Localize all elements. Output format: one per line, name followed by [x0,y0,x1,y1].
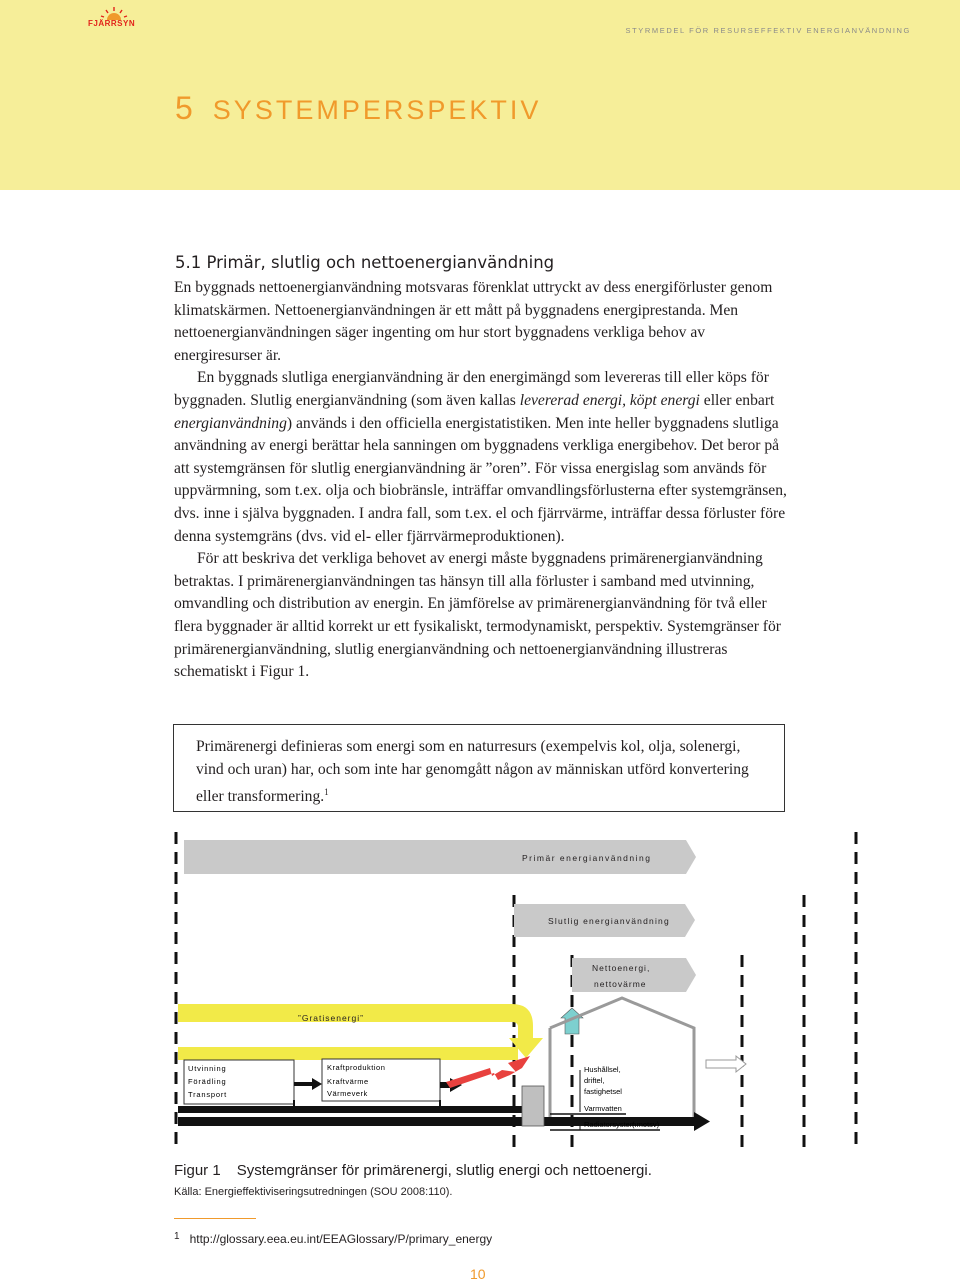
p2-emphasis-2: energianvändning [174,414,287,432]
flow-band-upper [178,1106,534,1113]
footnote-rule [174,1218,256,1219]
house-label-1: Hushållsel, [584,1065,621,1074]
house-label-5: Radiatorsystem [584,1120,637,1129]
box-extraction-line-3: Transport [188,1090,228,1099]
footnote-mark: 1 [174,1231,180,1242]
section-heading: 5.1 Primär, slutlig och nettoenergianvändning [175,253,555,272]
footnote-link[interactable]: http://glossary.eea.eu.int/EEAGlossary/P/primary_energy [189,1232,493,1246]
system-boundary-figure [150,820,880,1170]
callout-footnote-ref: 1 [324,787,329,798]
house-label-3: fastighetsel [584,1087,622,1096]
body-text [174,277,794,684]
footnote [174,1232,492,1246]
paragraph-1: En byggnads nettoenergianvändning motsvaras förenklat uttryckt av dess energiförluster genom klimatskärmen. Nettoenergianvändningen är ett mått på byggnadens energiprestanda. Men nettoenergianvändningen säger ingenting om hur stort byggnadens verkliga behov av energiresurser är. [174,279,773,364]
electricity-arrow [446,1056,530,1088]
chapter-number: 5 [175,90,195,126]
chapter-title [175,90,541,127]
definition-callout-box [173,724,785,812]
paragraph-2 [174,367,794,548]
net-energy-label-1: Nettoenergi, [592,963,651,973]
box-extraction-line-1: Utvinning [188,1064,227,1073]
chapter-title-text: SYSTEMPERSPEKTIV [212,95,542,125]
callout-text: Primärenergi definieras som energi som en naturresurs (exempelvis kol, olja, solenergi, vind och uran) har, och som inte har genomgått någon av människan utförd konvertering eller transformering. [196,738,749,806]
final-energy-label: Slutlig energianvändning [548,916,670,926]
yellow-flow-band [178,1047,518,1060]
box-power-line-2: Kraftvärme [327,1077,369,1086]
box-extraction-line-2: Förädling [188,1077,227,1086]
flow-arrow-to-box2 [294,1078,322,1090]
figure-number: Figur 1 [174,1162,221,1179]
net-energy-label-2: nettovärme [594,979,647,989]
figure-source: Källa: Energieffektiviseringsutredningen (SOU 2008:110). [174,1186,453,1198]
logo-text: FJÄRRSYN [88,19,136,28]
box-power-line-1: Kraftproduktion [327,1063,386,1072]
house-label-4: Varmvatten [584,1104,622,1113]
page-number: 10 [470,1266,486,1282]
running-head: STYRMEDEL FÖR RESURSEFFEKTIV ENERGIANVÄNDNING [625,26,911,35]
p2-emphasis-1: levererad energi, köpt energi [519,391,700,409]
primary-energy-label: Primär energianvändning [522,853,652,863]
p2-text-b: eller enbart [699,391,775,409]
house-label-2: driftel, [584,1076,605,1085]
flow-arrowhead [694,1112,710,1131]
box-power-line-3: Värmeverk [327,1089,368,1098]
boiler-block [522,1086,544,1126]
outflow-arrow [706,1056,746,1072]
figure-caption [174,1162,652,1179]
p2-text-c: ) används i den officiella energistatistiken. Men inte heller byggnadens slutliga användning av energi berättar hela sanningen om byggnadens verkliga energibehov. Det beror på att systemgränsen för slutlig energianvändning är ”oren”. För vissa energislag som används för uppvärmning, som t.ex. olja och biobränsle, inträffar omvandlingsförlusterna efter systemgränsen, dvs. inne i själva byggnaden. I andra fall, som t.ex. el och fjärrvärme, inträffar dessa förluster före denna systemgräns (dvs. vid el- eller fjärrvärmeproduktionen). [174,414,787,545]
p2-text-a: En byggnads slutliga energianvändning är den energimängd som levereras till eller köps för byggnaden. Slutlig energianvändning (som även kallas [174,369,769,409]
free-energy-label: ”Gratisenergi” [298,1013,364,1023]
house-label-6: ( motsv) [632,1120,660,1129]
figure-caption-text: Systemgränser för primärenergi, slutlig energi och nettoenergi. [236,1162,652,1179]
paragraph-3: För att beskriva det verkliga behovet av energi måste byggnadens primärenergianvändning betraktas. I primärenergianvändningen tas hänsyn till alla förluster i samband med utvinning, omvandling och distribution av energin. En jämförelse av primärenergianvändning för två eller flera byggnader är alltid korrekt ur ett fysikaliskt, termodynamiskt, perspektiv. Systemgränser för primärenergianvändning, slutlig energianvändning och nettoenergianvändning illustreras schematiskt i Figur 1. [174,550,781,681]
